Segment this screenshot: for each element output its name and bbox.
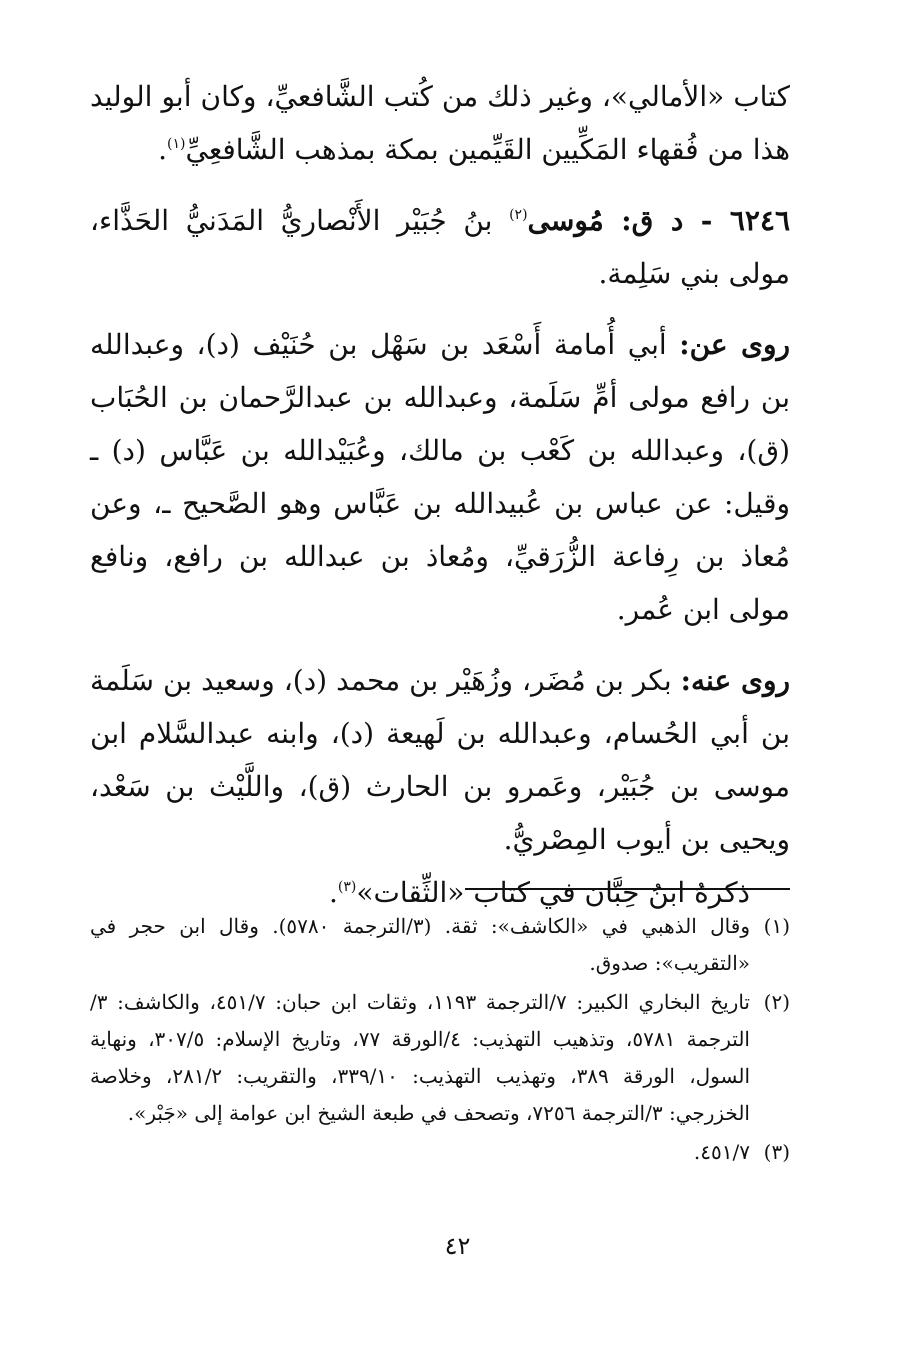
- footnote-number: (١): [763, 914, 790, 938]
- footnote-3: [90, 1134, 790, 1171]
- entry-heading: ٦٢٤٦ - د ق: مُوسى: [527, 204, 791, 237]
- main-text: [90, 70, 790, 919]
- paragraph-entry-heading: ٦٢٤٦ - د ق: مُوسى$^{(٢)}$ بنُ جُبَيْر الأَنْصاريُّ المَدَنيُّ الحَذَّاء، مولى بني سَلِمة.: [90, 204, 791, 290]
- footnote-number: (٢): [763, 990, 790, 1014]
- paragraph-intro: كتاب «الأمالي»، وغير ذلك من كُتب الشَّافعيِّ، وكان أبو الوليد هذا من فُقهاء المَكِّيين القَيِّمين بمكة بمذهب الشَّافعِيِّ$^{(١)}$.: [90, 80, 790, 166]
- page-number: ٤٢: [444, 1232, 471, 1260]
- paragraph-narrated-from: روى عن: أبي أُمامة أَسْعَد بن سَهْل بن حُنَيْف (د)، وعبدالله بن رافع مولى أمِّ سَلَمة، وعبدالله بن عبدالرَّحمان بن الحُبَاب (ق)، وعبدالله بن كَعْب بن مالك، وعُبَيْدالله بن عَبَّاس (د) ـ وقيل: عن عباس بن عُبيدالله بن عَبَّاس وهو الصَّحيح ـ، وعن مُعاذ بن رِفاعة الزُّرَقيِّ، ومُعاذ بن عبدالله بن رافع، ونافع مولى ابن عُمر.: [90, 328, 790, 626]
- footnote-text: وقال الذهبي في «الكاشف»: ثقة. (٣/الترجمة ٥٧٨٠). وقال ابن حجر في «التقريب»: صدوق.: [90, 914, 750, 975]
- narrated-by-label: روى عنه:: [680, 664, 790, 697]
- footnote-ref-1[interactable]: (١): [167, 136, 186, 152]
- footnote-divider: [465, 888, 790, 890]
- paragraph-mention: ذكرهُ ابنُ حِبَّان في كتاب «الثِّقات»$^{(٣)}$.: [328, 876, 750, 909]
- narrated-from-label: روى عن:: [679, 328, 790, 361]
- footnote-2: [90, 984, 790, 1132]
- footnote-ref-3[interactable]: (٣): [337, 879, 357, 895]
- footnote-number: (٣): [763, 1140, 790, 1164]
- footnote-1: [90, 908, 790, 982]
- paragraph-narrated-by: روى عنه: بكر بن مُضَر، وزُهَيْر بن محمد (د)، وسعيد بن سَلَمة بن أبي الحُسام، وعبدالله بن لَهيعة (د)، وابنه عبدالسَّلام ابن موسى بن جُبَيْر، وعَمرو بن الحارث (ق)، واللَّيْث بن سَعْد، ويحيى بن أيوب المِصْريُّ.: [90, 664, 791, 856]
- footnote-ref-2[interactable]: (٢): [509, 207, 528, 223]
- footnote-text: ٤٥١/٧.: [693, 1140, 750, 1164]
- footnotes: [90, 908, 790, 1173]
- footnote-text: تاريخ البخاري الكبير: ٧/الترجمة ١١٩٣، وثقات ابن حبان: ٤٥١/٧، والكاشف: ٣/الترجمة ٥٧٨١، وتذهيب التهذيب: ٤/الورقة ٧٧، وتاريخ الإسلام: ٣٠٧/٥، ونهاية السول، الورقة ٣٨٩، وتهذيب التهذيب: ٣٣٩/١٠، والتقريب: ٢٨١/٢، وخلاصة الخزرجي: ٣/الترجمة ٧٢٥٦، وتصحف في طبعة الشيخ ابن عوامة إلى «جَبْر».: [90, 990, 750, 1125]
